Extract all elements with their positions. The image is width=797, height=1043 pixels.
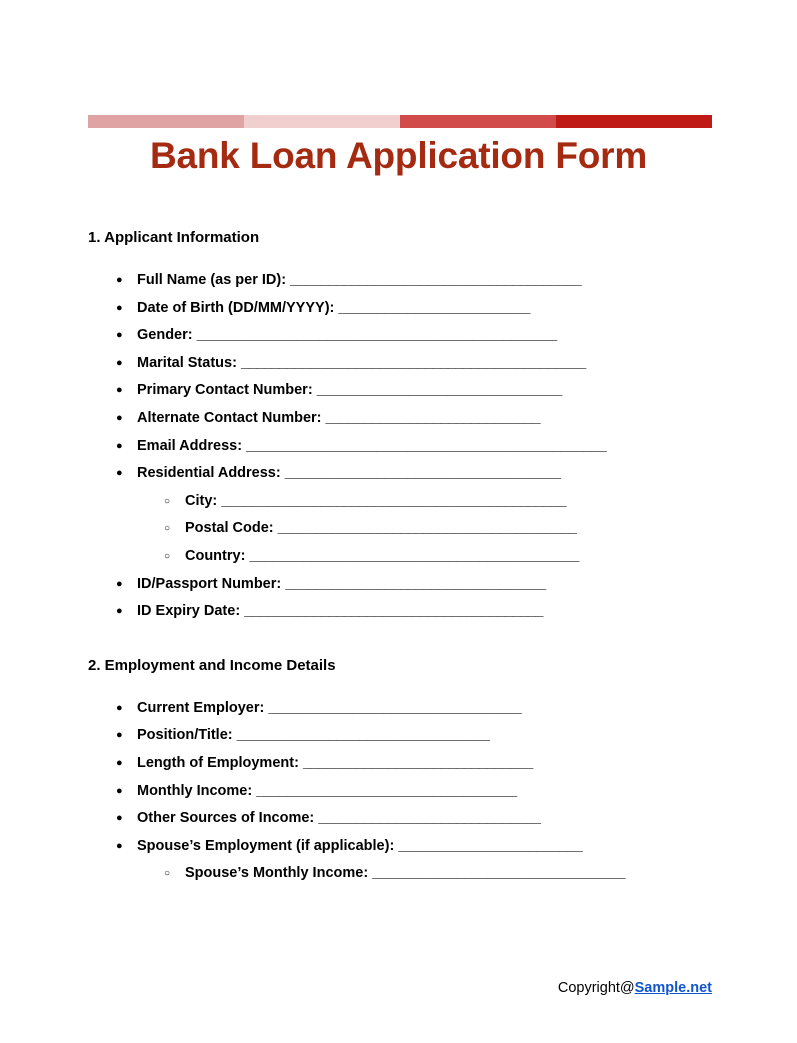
sample-net-link[interactable]: Sample.net [634, 980, 712, 996]
form-field-row [88, 543, 712, 571]
copyright-text: Copyright@ [557, 980, 635, 996]
form-field-row [88, 571, 712, 599]
field-list-2 [88, 695, 712, 888]
form-field-row [88, 488, 712, 516]
form-field-row [88, 405, 712, 433]
field-label: Residential Address: [137, 465, 281, 482]
field-blank-line[interactable]: _________________________________ [236, 727, 490, 744]
field-blank-line[interactable]: ________________________ [398, 837, 583, 854]
field-blank-line[interactable]: _________________________ [338, 299, 530, 316]
form-field-row [88, 267, 712, 295]
field-label: ID Expiry Date: [137, 603, 241, 620]
header-accent-bar [88, 115, 712, 128]
accent-bar-segment-3 [400, 115, 556, 128]
field-label: City: [185, 492, 218, 509]
field-label: Spouse’s Employment (if applicable): [137, 837, 395, 854]
form-field-row [88, 322, 712, 350]
field-blank-line[interactable]: _______________________________________________ [196, 327, 557, 344]
field-blank-line[interactable]: __________________________________ [256, 782, 517, 799]
field-blank-line[interactable]: _______________________________________________ [246, 437, 607, 454]
field-blank-line[interactable]: _____________________________________________ [221, 492, 567, 509]
form-field-row [88, 515, 712, 543]
form-field-row [88, 377, 712, 405]
field-blank-line[interactable]: ______________________________________ [290, 272, 582, 288]
field-label: Monthly Income: [137, 782, 253, 799]
form-field-row [88, 778, 712, 806]
form-field-row [88, 695, 712, 723]
field-blank-line[interactable]: _______________________________________ [277, 520, 577, 537]
field-label: Country: [185, 547, 246, 564]
field-blank-line[interactable]: ___________________________________________ [249, 547, 580, 564]
form-field-row [88, 295, 712, 323]
field-blank-line[interactable]: _________________________________ [268, 699, 522, 716]
field-label: Gender: [137, 327, 193, 344]
form-field-row [88, 598, 712, 626]
accent-bar-segment-4 [556, 115, 712, 128]
footer [0, 978, 712, 998]
field-list-1 [88, 267, 712, 626]
form-field-row [88, 805, 712, 833]
field-blank-line[interactable]: _________________________________ [372, 865, 626, 882]
field-label: Date of Birth (DD/MM/YYYY): [137, 299, 335, 316]
form-field-row [88, 433, 712, 461]
section-heading-1: 1. Applicant Information [88, 229, 260, 246]
field-blank-line[interactable]: ________________________________ [316, 382, 562, 399]
form-field-row [88, 722, 712, 750]
document-body [88, 228, 712, 888]
section-heading-2: 2. Employment and Income Details [88, 656, 336, 674]
field-label: Other Sources of Income: [137, 810, 315, 827]
field-blank-line[interactable]: __________________________________ [285, 575, 546, 592]
field-blank-line[interactable]: ______________________________ [302, 754, 533, 771]
field-label: Postal Code: [185, 520, 274, 537]
field-label: ID/Passport Number: [137, 575, 282, 592]
form-field-row [88, 860, 712, 888]
form-field-row [88, 460, 712, 488]
field-label: Full Name (as per ID): [137, 272, 287, 288]
form-field-row [88, 350, 712, 378]
field-label: Current Employer: [137, 699, 265, 716]
accent-bar-segment-2 [244, 115, 400, 128]
field-label: Alternate Contact Number: [137, 409, 322, 426]
form-field-row [88, 833, 712, 861]
field-label: Marital Status: [137, 354, 237, 371]
field-blank-line[interactable]: ____________________________ [325, 409, 541, 426]
accent-bar-segment-1 [88, 115, 244, 128]
page-title: Bank Loan Application Form [149, 135, 648, 176]
field-label: Email Address: [137, 437, 243, 454]
field-blank-line[interactable]: ____________________________________ [284, 465, 561, 482]
field-blank-line[interactable]: _____________________________________________ [240, 354, 586, 371]
form-field-row [88, 750, 712, 778]
field-blank-line[interactable]: _______________________________________ [244, 603, 544, 620]
field-label: Spouse’s Monthly Income: [185, 865, 369, 882]
field-blank-line[interactable]: _____________________________ [318, 810, 541, 827]
field-label: Position/Title: [137, 727, 233, 744]
field-label: Primary Contact Number: [137, 382, 313, 399]
field-label: Length of Employment: [137, 754, 299, 771]
